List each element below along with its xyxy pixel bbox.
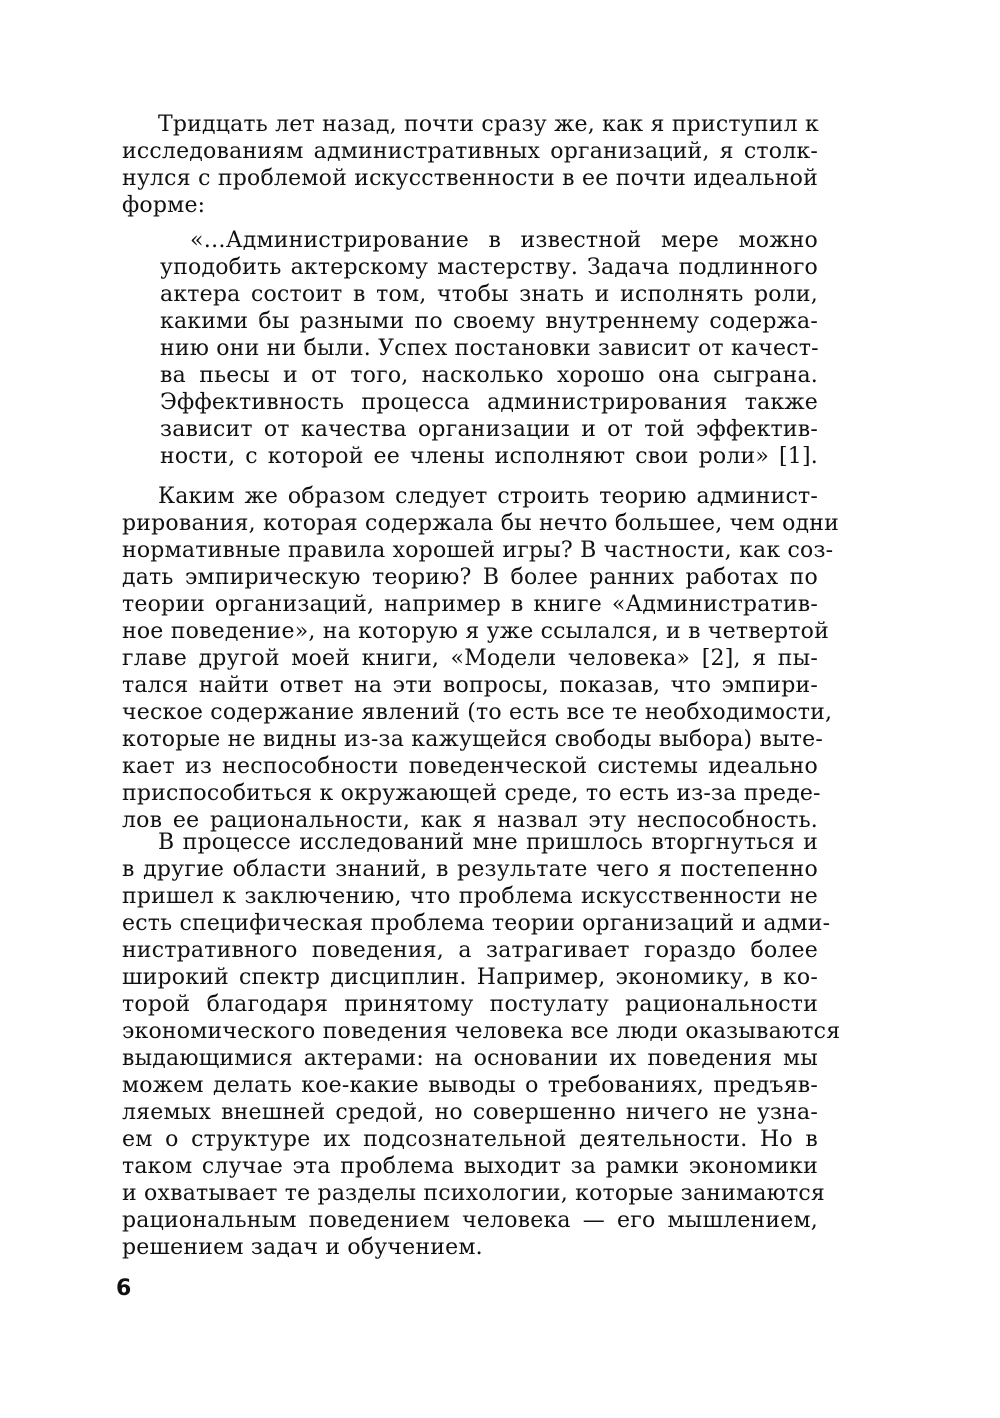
quote-line: уподобить актерскому мастерству. Задача подлинного — [160, 255, 818, 280]
text-line: пришел к заключению, что проблема искусственности не — [122, 884, 818, 909]
text-line: приспособиться к окружающей среде, то есть из-за преде- — [122, 781, 821, 806]
text-line: Каким же образом следует строить теорию админист- — [158, 484, 818, 509]
text-line: нулся с проблемой искусственности в ее почти идеальной — [122, 166, 818, 191]
text-line: нистративного поведения, а затрагивает гораздо более — [122, 938, 818, 963]
text-line: тался найти ответ на эти вопросы, показав, что эмпири- — [122, 673, 818, 698]
text-line: теории организаций, например в книге «Административ- — [122, 592, 818, 617]
text-line: в другие области знаний, в результате чего я постепенно — [122, 857, 818, 882]
text-line: и охватывает те разделы психологии, которые занимаются — [122, 1181, 825, 1206]
quote-line: зависит от качества организации и от той эффектив- — [160, 417, 818, 442]
text-line: исследованиям административных организаций, я столк- — [122, 139, 818, 164]
text-line: В процессе исследований мне пришлось вторгнуться и — [158, 830, 818, 855]
text-line: дать эмпирическую теорию? В более ранних работах по — [122, 565, 818, 590]
text-line: таком случае эта проблема выходит за рамки экономики — [122, 1154, 818, 1179]
text-line: торой благодаря принятому постулату рациональности — [122, 992, 818, 1017]
text-line: главе другой моей книги, «Модели человека» [2], я пы- — [122, 646, 818, 671]
text-line: экономического поведения человека все люди оказываются — [122, 1019, 841, 1044]
text-line: решением задач и обучением. — [122, 1235, 483, 1260]
text-line: кает из неспособности поведенческой системы идеально — [122, 754, 818, 779]
quote-line: «…Администрирование в известной мере можно — [190, 228, 818, 253]
text-line: лов ее рациональности, как я назвал эту неспособность. — [122, 808, 818, 833]
text-line: есть специфическая проблема теории организаций и адми- — [122, 911, 831, 936]
text-line: Тридцать лет назад, почти сразу же, как я приступил к — [158, 112, 819, 137]
quote-line: нию они ни были. Успех постановки зависит от качест- — [160, 336, 819, 361]
text-line: ем о структуре их подсознательной деятельности. Но в — [122, 1127, 818, 1152]
text-line: рациональным поведением человека — его мышлением, — [122, 1208, 818, 1233]
text-line: ляемых внешней средой, но совершенно ничего не узна- — [122, 1100, 818, 1125]
quote-line: актера состоит в том, чтобы знать и исполнять роли, — [160, 282, 818, 307]
quote-line: Эффективность процесса администрирования также — [160, 390, 818, 415]
text-line: выдающимися актерами: на основании их поведения мы — [122, 1046, 818, 1071]
quote-line: ва пьесы и от того, насколько хорошо она сыграна. — [160, 363, 818, 388]
text-line: ческое содержание явлений (то есть все те необходимости, — [122, 700, 833, 725]
text-line: рирования, которая содержала бы нечто большее, чем одни — [122, 511, 839, 536]
text-line: нормативные правила хорошей игры? В частности, как соз- — [122, 538, 834, 563]
text-line: форме: — [122, 193, 206, 218]
text-line: которые не видны из-за кажущейся свободы выбора) выте- — [122, 727, 824, 752]
quote-line: какими бы разными по своему внутреннему содержа- — [160, 309, 818, 334]
text-line: ное поведение», на которую я уже ссылался, и в четвертой — [122, 619, 829, 644]
page-number: 6 — [116, 1276, 132, 1301]
quote-line: ности, с которой ее члены исполняют свои роли» [1]. — [160, 444, 818, 469]
text-line: можем делать кое-какие выводы о требованиях, предъяв- — [122, 1073, 818, 1098]
text-line: широкий спектр дисциплин. Например, экономику, в ко- — [122, 965, 818, 990]
